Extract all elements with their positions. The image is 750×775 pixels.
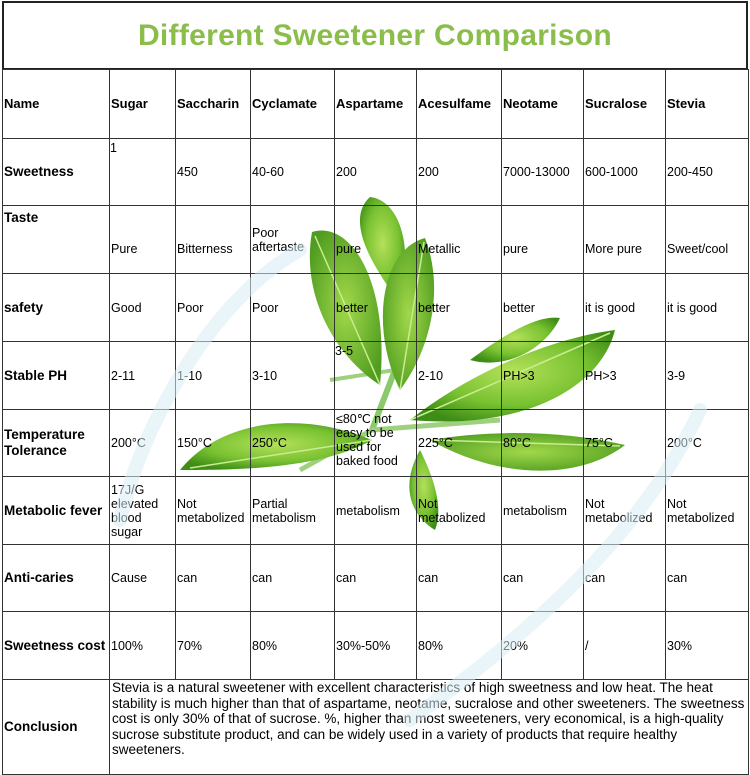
table-cell: Partial metabolism bbox=[251, 477, 335, 545]
table-cell: 17J/G elevated blood sugar bbox=[110, 477, 176, 545]
table-cell: Poor bbox=[176, 274, 251, 342]
table-cell: 200°C bbox=[666, 410, 749, 477]
row-label-safety: safety bbox=[3, 274, 110, 342]
table-cell: Good bbox=[110, 274, 176, 342]
table-cell: better bbox=[335, 274, 417, 342]
table-cell: better bbox=[502, 274, 584, 342]
table-row bbox=[3, 410, 749, 477]
table-cell: can bbox=[584, 545, 666, 612]
table-row bbox=[3, 206, 749, 274]
header-neotame: Neotame bbox=[502, 70, 584, 139]
row-label-cost: Sweetness cost bbox=[3, 612, 110, 680]
table-cell: Not metabolized bbox=[666, 477, 749, 545]
table-cell bbox=[335, 342, 417, 410]
table-cell: PH>3 bbox=[584, 342, 666, 410]
table-cell: 2-11 bbox=[110, 342, 176, 410]
table-cell: 7000-13000 bbox=[502, 139, 584, 206]
header-acesulfame: Acesulfame bbox=[417, 70, 502, 139]
title-box bbox=[2, 1, 748, 70]
table-cell: pure bbox=[335, 206, 417, 274]
header-stevia: Stevia bbox=[666, 70, 749, 139]
table-cell: Poor aftertaste bbox=[251, 206, 335, 274]
table-cell: Not metabolized bbox=[176, 477, 251, 545]
table-row bbox=[3, 342, 749, 410]
row-label-stable-ph: Stable PH bbox=[3, 342, 110, 410]
table-row bbox=[3, 477, 749, 545]
header-sugar: Sugar bbox=[110, 70, 176, 139]
table-cell: pure bbox=[502, 206, 584, 274]
header-saccharin: Saccharin bbox=[176, 70, 251, 139]
table-row bbox=[3, 612, 749, 680]
table-cell: 100% bbox=[110, 612, 176, 680]
aspartame-ph: 3-5 bbox=[335, 344, 354, 358]
table-cell: 70% bbox=[176, 612, 251, 680]
table-cell: 80% bbox=[251, 612, 335, 680]
table-cell: ≤80℃ not easy to be used for baked food bbox=[335, 410, 417, 477]
table-cell: metabolism bbox=[502, 477, 584, 545]
table-cell: 30%-50% bbox=[335, 612, 417, 680]
table-cell: better bbox=[417, 274, 502, 342]
table-cell: More pure bbox=[584, 206, 666, 274]
table-row bbox=[3, 545, 749, 612]
header-aspartame: Aspartame bbox=[335, 70, 417, 139]
header-sucralose: Sucralose bbox=[584, 70, 666, 139]
table-cell: 200 bbox=[335, 139, 417, 206]
table-cell: 1-10 bbox=[176, 342, 251, 410]
table-cell: 40-60 bbox=[251, 139, 335, 206]
conclusion-row bbox=[3, 680, 749, 775]
table-cell: 20% bbox=[502, 612, 584, 680]
table-cell: it is good bbox=[584, 274, 666, 342]
table-cell: 80°C bbox=[502, 410, 584, 477]
table-cell: Poor bbox=[251, 274, 335, 342]
row-label-anticaries: Anti-caries bbox=[3, 545, 110, 612]
table-cell: 450 bbox=[176, 139, 251, 206]
row-label-conclusion: Conclusion bbox=[3, 680, 110, 775]
table-cell: 80% bbox=[417, 612, 502, 680]
row-label-sweetness: Sweetness bbox=[3, 139, 110, 206]
page-title: Different Sweetener Comparison bbox=[137, 18, 613, 52]
table-cell: Not metabolized bbox=[417, 477, 502, 545]
table-cell: Not metabolized bbox=[584, 477, 666, 545]
table-cell: 3-10 bbox=[251, 342, 335, 410]
header-cyclamate: Cyclamate bbox=[251, 70, 335, 139]
table-cell: / bbox=[584, 612, 666, 680]
table-cell: Pure bbox=[110, 206, 176, 274]
table-cell: Metallic bbox=[417, 206, 502, 274]
table-cell: Bitterness bbox=[176, 206, 251, 274]
table-cell: 150°C bbox=[176, 410, 251, 477]
table-row bbox=[3, 139, 749, 206]
table-cell: 200-450 bbox=[666, 139, 749, 206]
table-cell: 30% bbox=[666, 612, 749, 680]
table-cell: can bbox=[251, 545, 335, 612]
row-label-temperature: Temperature Tolerance bbox=[3, 410, 110, 477]
table-cell: can bbox=[502, 545, 584, 612]
table-cell: can bbox=[417, 545, 502, 612]
table-cell: 2-10 bbox=[417, 342, 502, 410]
table-row bbox=[3, 274, 749, 342]
sugar-sweetness: 1 bbox=[110, 141, 117, 155]
table-cell: 225°C bbox=[417, 410, 502, 477]
table-header-row bbox=[3, 70, 749, 139]
conclusion-text: Stevia is a natural sweetener with excellent characteristics of high sweetness and low heat. The heat stability is much higher than that of aspartame, neotame, sucralose and other sweeteners. The sweetness cost is only 30% of that of sucrose. %, higher than most sweeteners, very economical, is a high-quality sucrose substitute product, and can be widely used in a variety of products that require healthy sweeteners. bbox=[110, 680, 749, 775]
table-cell: metabolism bbox=[335, 477, 417, 545]
table-cell: can bbox=[176, 545, 251, 612]
table-cell: PH>3 bbox=[502, 342, 584, 410]
table-cell bbox=[110, 139, 176, 206]
table-cell: 200°C bbox=[110, 410, 176, 477]
table-cell: can bbox=[666, 545, 749, 612]
table-cell: can bbox=[335, 545, 417, 612]
header-name: Name bbox=[3, 70, 110, 139]
comparison-table bbox=[2, 69, 749, 775]
table-cell: Cause bbox=[110, 545, 176, 612]
row-label-metabolic: Metabolic fever bbox=[3, 477, 110, 545]
table-cell: 600-1000 bbox=[584, 139, 666, 206]
table-cell: 3-9 bbox=[666, 342, 749, 410]
table-cell: it is good bbox=[666, 274, 749, 342]
table-cell: 250°C bbox=[251, 410, 335, 477]
row-label-taste: Taste bbox=[3, 206, 110, 274]
table-cell: Sweet/cool bbox=[666, 206, 749, 274]
table-cell: 200 bbox=[417, 139, 502, 206]
table-cell: 75°C bbox=[584, 410, 666, 477]
